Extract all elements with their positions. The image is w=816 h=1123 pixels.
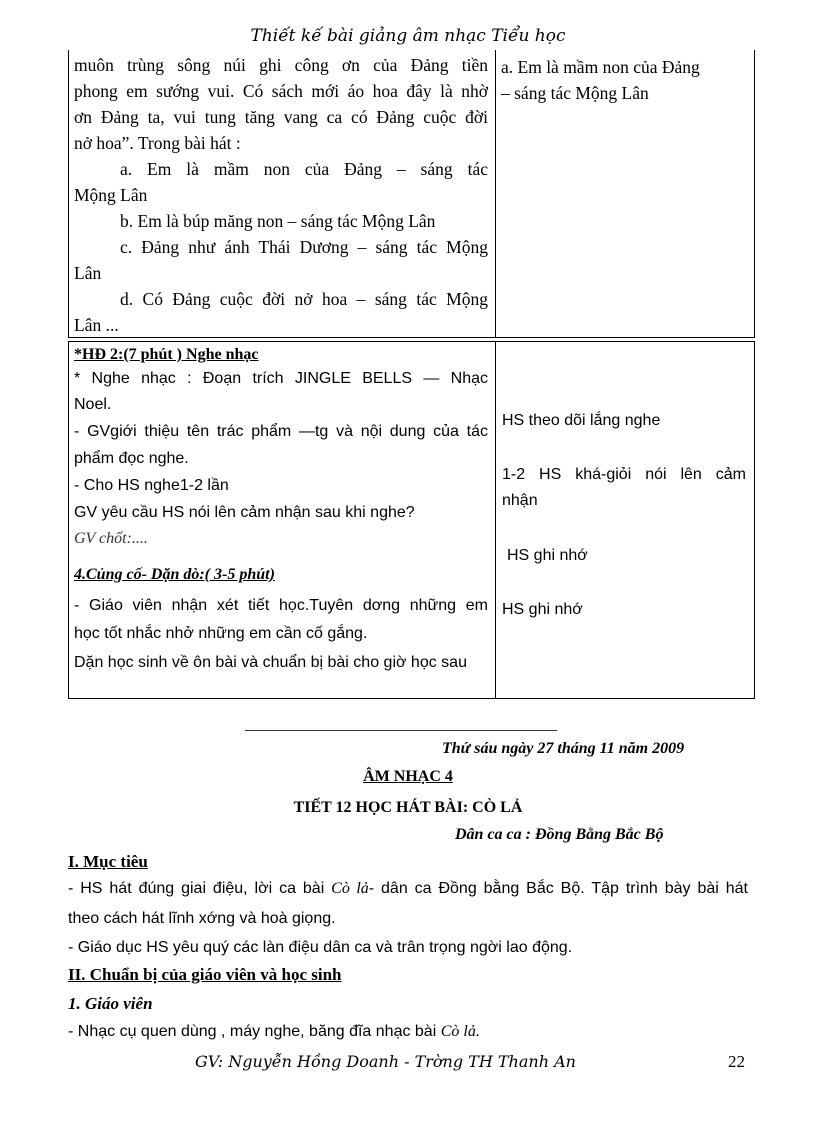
sub1-line: - Nhạc cụ quen dùng , máy nghe, băng đĩa nhạc bài Cò lả. (68, 1023, 480, 1040)
folk-label: Dân ca ca : Đồng Bằng Bắc Bộ (455, 826, 664, 843)
section1-line-3: - Giáo dục HS yêu quý các làn điệu dân ca và trân trọng ngời lao động. (68, 939, 573, 956)
divider: _______________________________________ (245, 716, 557, 733)
right-hs-remember-2: HS ghi nhớ (502, 601, 583, 618)
lesson-title: ÂM NHẠC 4 (363, 768, 453, 785)
table-top-option-a: a. Em là mầm non của Đảng – sáng tác (120, 159, 488, 179)
table-top-right-line-1: a. Em là mầm non của Đảng (501, 57, 700, 77)
hd2-line-4: phẩm đọc nghe. (74, 450, 189, 467)
song-name-2: Cò lả. (440, 1023, 480, 1040)
right-hs-feedback-2: nhận (502, 492, 538, 509)
date-line: Thứ sáu ngày 27 tháng 11 năm 2009 (442, 740, 685, 757)
table-top-right-border (754, 50, 755, 338)
table-top-option-b: b. Em là búp măng non – sáng tác Mộng Lân (120, 211, 436, 231)
lesson-subtitle: TIẾT 12 HỌC HÁT BÀI: CÒ LẢ (293, 799, 523, 816)
page-header: Thiết kế bài giảng âm nhạc Tiểu học (250, 26, 566, 46)
hd2-line-6: GV yêu cầu HS nói lên cảm nhận sau khi nghe? (74, 504, 415, 521)
right-hs-remember-1: HS ghi nhớ (507, 547, 588, 564)
table-top-option-d: d. Có Đảng cuộc đời nở hoa – sáng tác Mộng (120, 289, 488, 309)
section4-line-3: Dặn học sinh về ôn bài và chuẩn bị bài cho giờ học sau (74, 654, 467, 671)
table-top-column-divider (495, 50, 496, 338)
hd2-line-1: * Nghe nhạc : Đoạn trích JINGLE BELLS — Nhạc (74, 370, 488, 387)
table-top-left-border (68, 50, 69, 338)
section4-line-1: - Giáo viên nhận xét tiết học.Tuyên dơng những em (74, 597, 488, 614)
section1-heading: I. Mục tiêu (68, 852, 148, 871)
section1-line-2: theo cách hát lĩnh xớng và hoà giọng. (68, 910, 336, 927)
song-name: Cò lả (331, 880, 369, 897)
table-top-left-line-1: muôn trùng sông núi ghi công ơn của Đảng tiền (74, 55, 488, 75)
right-hs-feedback-1: 1-2 HS khá-giỏi nói lên cảm (502, 466, 746, 483)
table-top-option-c-cont: Lân (74, 263, 102, 283)
right-hs-listen: HS theo dõi lắng nghe (502, 412, 661, 429)
section4-line-2: học tốt nhắc nhở những em cần cố gắng. (74, 625, 368, 642)
hd2-line-5: - Cho HS nghe1-2 lần (74, 477, 229, 494)
table-top-option-c: c. Đảng như ánh Thái Dương – sáng tác Mộng (120, 237, 488, 257)
table-top-option-a-cont: Mộng Lân (74, 185, 148, 205)
footer-author: GV: Nguyễn Hồng Doanh - Trờng TH Thanh An (195, 1052, 576, 1071)
table-top-option-d-cont: Lân ... (74, 315, 119, 335)
section2-heading: II. Chuẩn bị của giáo viên và học sinh (68, 965, 342, 984)
table-top-right-line-2: – sáng tác Mộng Lân (501, 83, 649, 103)
table-top-bottom-border (68, 337, 755, 338)
section1-line-1: - HS hát đúng giai điệu, lời ca bài Cò lả- dân ca Đồng bằng Bắc Bộ. Tập trình bày bài hát (68, 880, 748, 897)
hd2-line-2: Noel. (74, 396, 112, 413)
table-top-left-line-2: phong em sướng vui. Có sách mới áo hoa đây là nhờ (74, 81, 488, 101)
section4-heading: 4.Củng cố- Dặn dò:( 3-5 phút) (74, 566, 275, 583)
table-bottom-column-divider (495, 341, 496, 699)
gv-chot: GV chốt:.... (74, 530, 148, 547)
hd2-heading: *HĐ 2:(7 phút ) Nghe nhạc (74, 346, 259, 363)
table-top-left-line-4: nở hoa”. Trong bài hát : (74, 133, 241, 153)
hd2-line-3: - GVgiới thiệu tên trác phẩm —tg và nội dung của tác (74, 423, 488, 440)
sub1-heading: 1. Giáo viên (68, 994, 153, 1013)
page-number: 22 (728, 1052, 745, 1071)
table-top-left-line-3: ơn Đảng ta, vui tung tăng vang ca có Đảng cuộc đời (74, 107, 488, 127)
